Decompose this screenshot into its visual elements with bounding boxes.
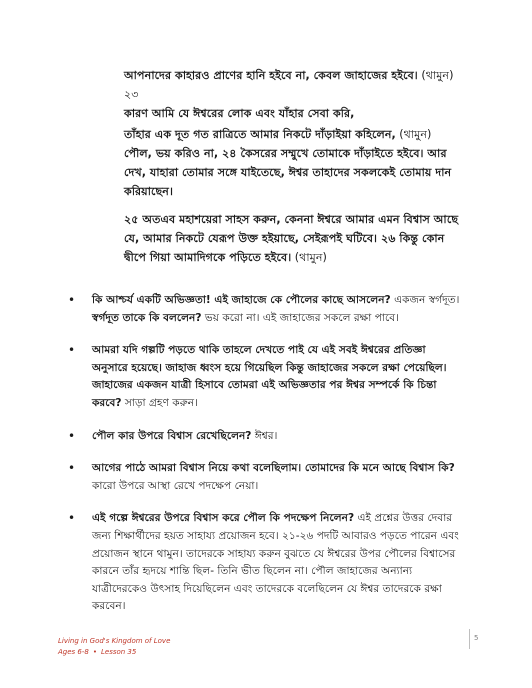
question-text-2: স্বর্গদূত তাকে কি বললেন? xyxy=(92,311,202,324)
question-text: এই গল্পে ঈশ্বরের উপরে বিশ্বাস করে পৌল কি পদক্ষেপ নিলেন? xyxy=(92,512,355,525)
scripture-text-continued: পৌল, ভয় করিও না, ২৪ কৈসরের সম্মুখে তোমাকে দাঁড়াইতে হইবে। আর দেখ, যাহারা তোমার সঙ্গে যাইতেছে, ঈশ্বর তাহাদের সকলকেই তোমায় দান করিয়াছেন। xyxy=(124,147,452,198)
question-text: কি আশ্চর্য একটি অভিজ্ঞতা! এই জাহাজে কে পৌলের কাছে আসলেন? xyxy=(92,294,391,306)
answer-text: কারো উপরে আস্থা রেখে পদক্ষেপ নেয়া। xyxy=(92,479,259,492)
answer-text: এই প্রশ্নের উত্তর দেবার জন্য শিক্ষার্থীদের হয়ত সাহায্য প্রয়োজন হবে। ২১-২৬ পদটি আবারও পড়তে পারেন এবং প্রয়োজন স্থানে থামুন। তাদেরকে সাহায্য করুন বুঝতে যে ঈশ্বরের উপর পৌলের বিশ্বাসের কারনে তাঁর হৃদয়ে শান্তি ছিল- তিনি ভীত ছিলেন না। পৌল জাহাজের অন্যান্য যাত্রীদেরকেও উৎসাহ দিয়েছিলেন এবং তাদেরকে বলেছিলেন যে ঈশ্বর তাদেরকে রক্ষা করবেন। xyxy=(92,512,459,613)
scripture-text: ২৫ অতএব মহাশয়েরা সাহস করুন, কেননা ঈশ্বরে আমার এমন বিশ্বাস আছে যে, আমার নিকটে যেরূপ উক্ত হইয়াছে, সেইরূপই ঘটিবে। ২৬ কিন্তু কোন দ্বীপে গিয়া আমাদিগকে পড়িতে হইবে। xyxy=(124,213,459,264)
bullet-icon: • xyxy=(68,511,76,526)
scripture-passage-1 xyxy=(124,66,460,123)
bullet-icon: • xyxy=(68,461,76,476)
bullet-icon: • xyxy=(68,293,76,307)
page-number: 5 xyxy=(474,634,479,642)
question-text: আগের পাঠে আমরা বিশ্বাস নিয়ে কথা বলেছিলাম। তোমাদের কি মনে আছে বিশ্বাস কি? xyxy=(92,462,455,475)
list-item xyxy=(62,292,462,327)
discussion-list xyxy=(62,292,462,631)
curriculum-title: Living in God's Kingdom of Love xyxy=(58,637,171,645)
answer-text-2: ভয় করো না। এই জাহাজের সকলে রক্ষা পাবে। xyxy=(201,311,399,324)
list-item xyxy=(62,342,462,412)
age-range: Ages 6-8 xyxy=(58,648,89,656)
pause-note: (থামুন) ২৩ xyxy=(124,69,454,101)
lesson-number: Lesson 35 xyxy=(100,648,137,656)
list-item xyxy=(62,428,462,446)
page-footer xyxy=(58,636,170,658)
scripture-text: তাঁহার এক দূত গত রাত্রিতে আমার নিকটে দাঁড়াইয়া কহিলেন, xyxy=(124,128,396,141)
footer-bullet: • xyxy=(92,648,97,656)
scripture-passage-3 xyxy=(124,210,460,267)
scripture-passage-2 xyxy=(124,125,460,201)
list-item xyxy=(62,460,462,495)
scripture-text: আপনাদের কাহারও প্রাণের হানি হইবে না, কেবল জাহাজের হইবে। xyxy=(124,69,418,82)
bullet-icon: • xyxy=(68,428,76,443)
scripture-text-continued: কারণ আমি যে ঈশ্বরের লোক এবং যাঁহার সেবা করি, xyxy=(124,107,355,120)
list-item xyxy=(62,510,462,616)
question-text: পৌল কার উপরে বিশ্বাস রেখেছিলেন? xyxy=(92,429,252,442)
page-number-divider xyxy=(469,629,470,649)
lesson-info xyxy=(58,647,170,658)
answer-text: ঈশ্বর। xyxy=(251,429,278,442)
question-text: আমরা যদি গল্পটি পড়তে থাকি তাহলে দেখতে পাই যে এই সবই ঈশ্বরের প্রতিজ্ঞা অনুসারে হয়েছে। জাহাজ ধ্বংস হয়ে গিয়েছিল কিন্তু জাহাজের সকলে রক্ষা পেয়েছিল। জাহাজের একজন যাত্রী হিসাবে তোমরা এই অভিজ্ঞতার পর ঈশ্বর সম্পর্কে কি চিন্তা করবে? xyxy=(92,344,447,409)
answer-text: সাড়া গ্রহণ করুন। xyxy=(121,396,198,409)
answer-text: একজন স্বর্গদূত। xyxy=(390,294,460,306)
pause-note: (থামুন) xyxy=(395,128,432,141)
pause-note: (থামুন) xyxy=(291,251,327,264)
bullet-icon: • xyxy=(68,343,76,358)
